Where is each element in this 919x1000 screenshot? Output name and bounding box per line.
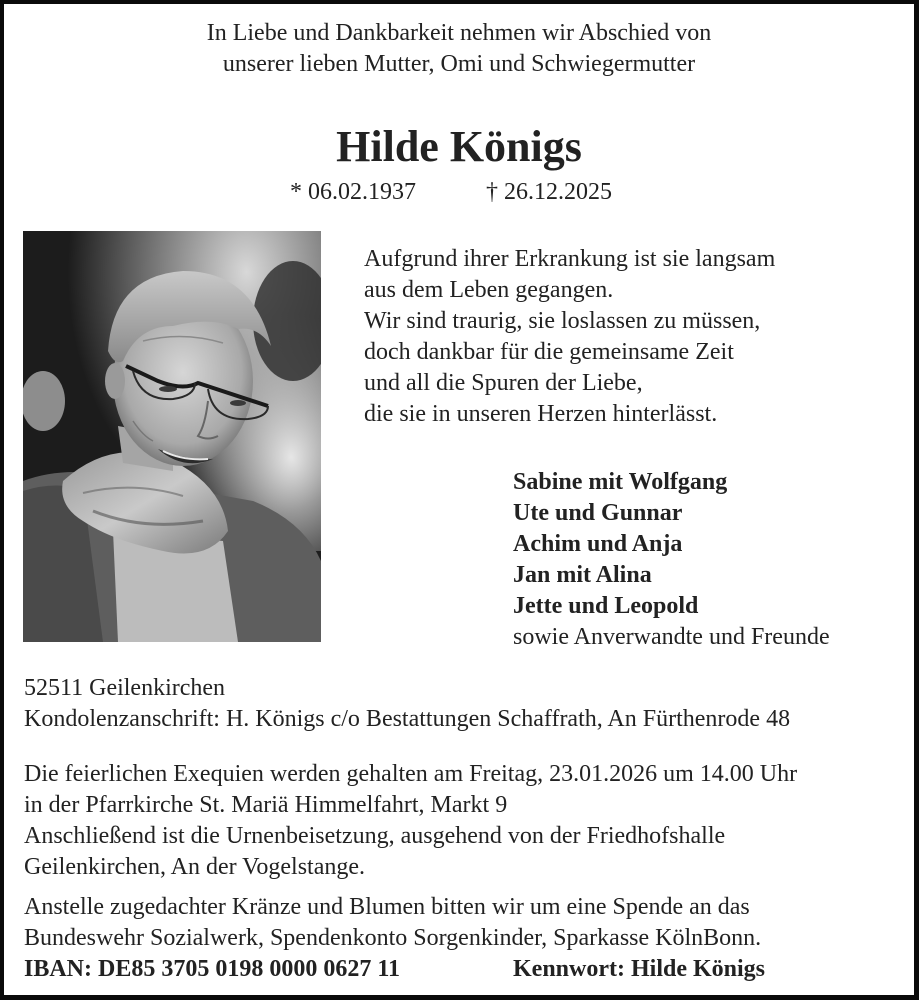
condolence-address: Kondolenzanschrift: H. Königs c/o Bestattungen Schaffrath, An Fürthenrode 48 — [24, 706, 791, 732]
iban: IBAN: DE85 3705 0198 0000 0627 11 — [24, 956, 401, 982]
family-others: sowie Anverwandte und Freunde — [513, 624, 830, 650]
service-line: in der Pfarrkirche St. Mariä Himmelfahrt, Markt 9 — [24, 792, 508, 818]
poem-line: Aufgrund ihrer Erkrankung ist sie langsam — [364, 246, 776, 272]
service-line: Die feierlichen Exequien werden gehalten am Freitag, 23.01.2026 um 14.00 Uhr — [24, 761, 798, 787]
service-line: Anschließend ist die Urnenbeisetzung, ausgehend von der Friedhofshalle — [24, 823, 726, 849]
poem-line: doch dankbar für die gemeinsame Zeit — [364, 339, 734, 365]
deceased-name: Hilde Königs — [336, 122, 582, 171]
family-member: Achim und Anja — [513, 531, 683, 557]
poem — [364, 244, 775, 430]
kennwort: Kennwort: Hilde Königs — [513, 956, 766, 982]
donation-line: Anstelle zugedachter Kränze und Blumen bitten wir um eine Spende an das — [24, 894, 750, 920]
donation-info — [24, 892, 766, 985]
family-member: Sabine mit Wolfgang — [513, 469, 728, 495]
portrait-photo — [23, 231, 321, 642]
donation-line: Bundeswehr Sozialwerk, Spendenkonto Sorgenkinder, Sparkasse KölnBonn. — [24, 925, 762, 951]
poem-line: Wir sind traurig, sie loslassen zu müssen, — [364, 308, 761, 334]
portrait-photo-icon — [23, 231, 321, 642]
service-info — [24, 759, 797, 883]
family-member: Ute und Gunnar — [513, 500, 683, 526]
service-line: Geilenkirchen, An der Vogelstange. — [24, 854, 366, 880]
poem-line: und all die Spuren der Liebe, — [364, 370, 643, 396]
family-member: Jette und Leopold — [513, 593, 699, 619]
intro-line: unserer lieben Mutter, Omi und Schwiegermutter — [222, 51, 696, 77]
intro-text — [4, 18, 914, 80]
birth-date: * 06.02.1937 — [290, 179, 416, 205]
address-block — [24, 673, 790, 735]
address-city: 52511 Geilenkirchen — [24, 675, 226, 701]
poem-line: aus dem Leben gegangen. — [364, 277, 614, 303]
death-date: † 26.12.2025 — [486, 179, 612, 205]
bank-details — [24, 954, 766, 985]
intro-line: In Liebe und Dankbarkeit nehmen wir Abschied von — [206, 20, 712, 46]
poem-line: die sie in unseren Herzen hinterlässt. — [364, 401, 718, 427]
family-member: Jan mit Alina — [513, 562, 652, 588]
family-list — [513, 467, 830, 653]
